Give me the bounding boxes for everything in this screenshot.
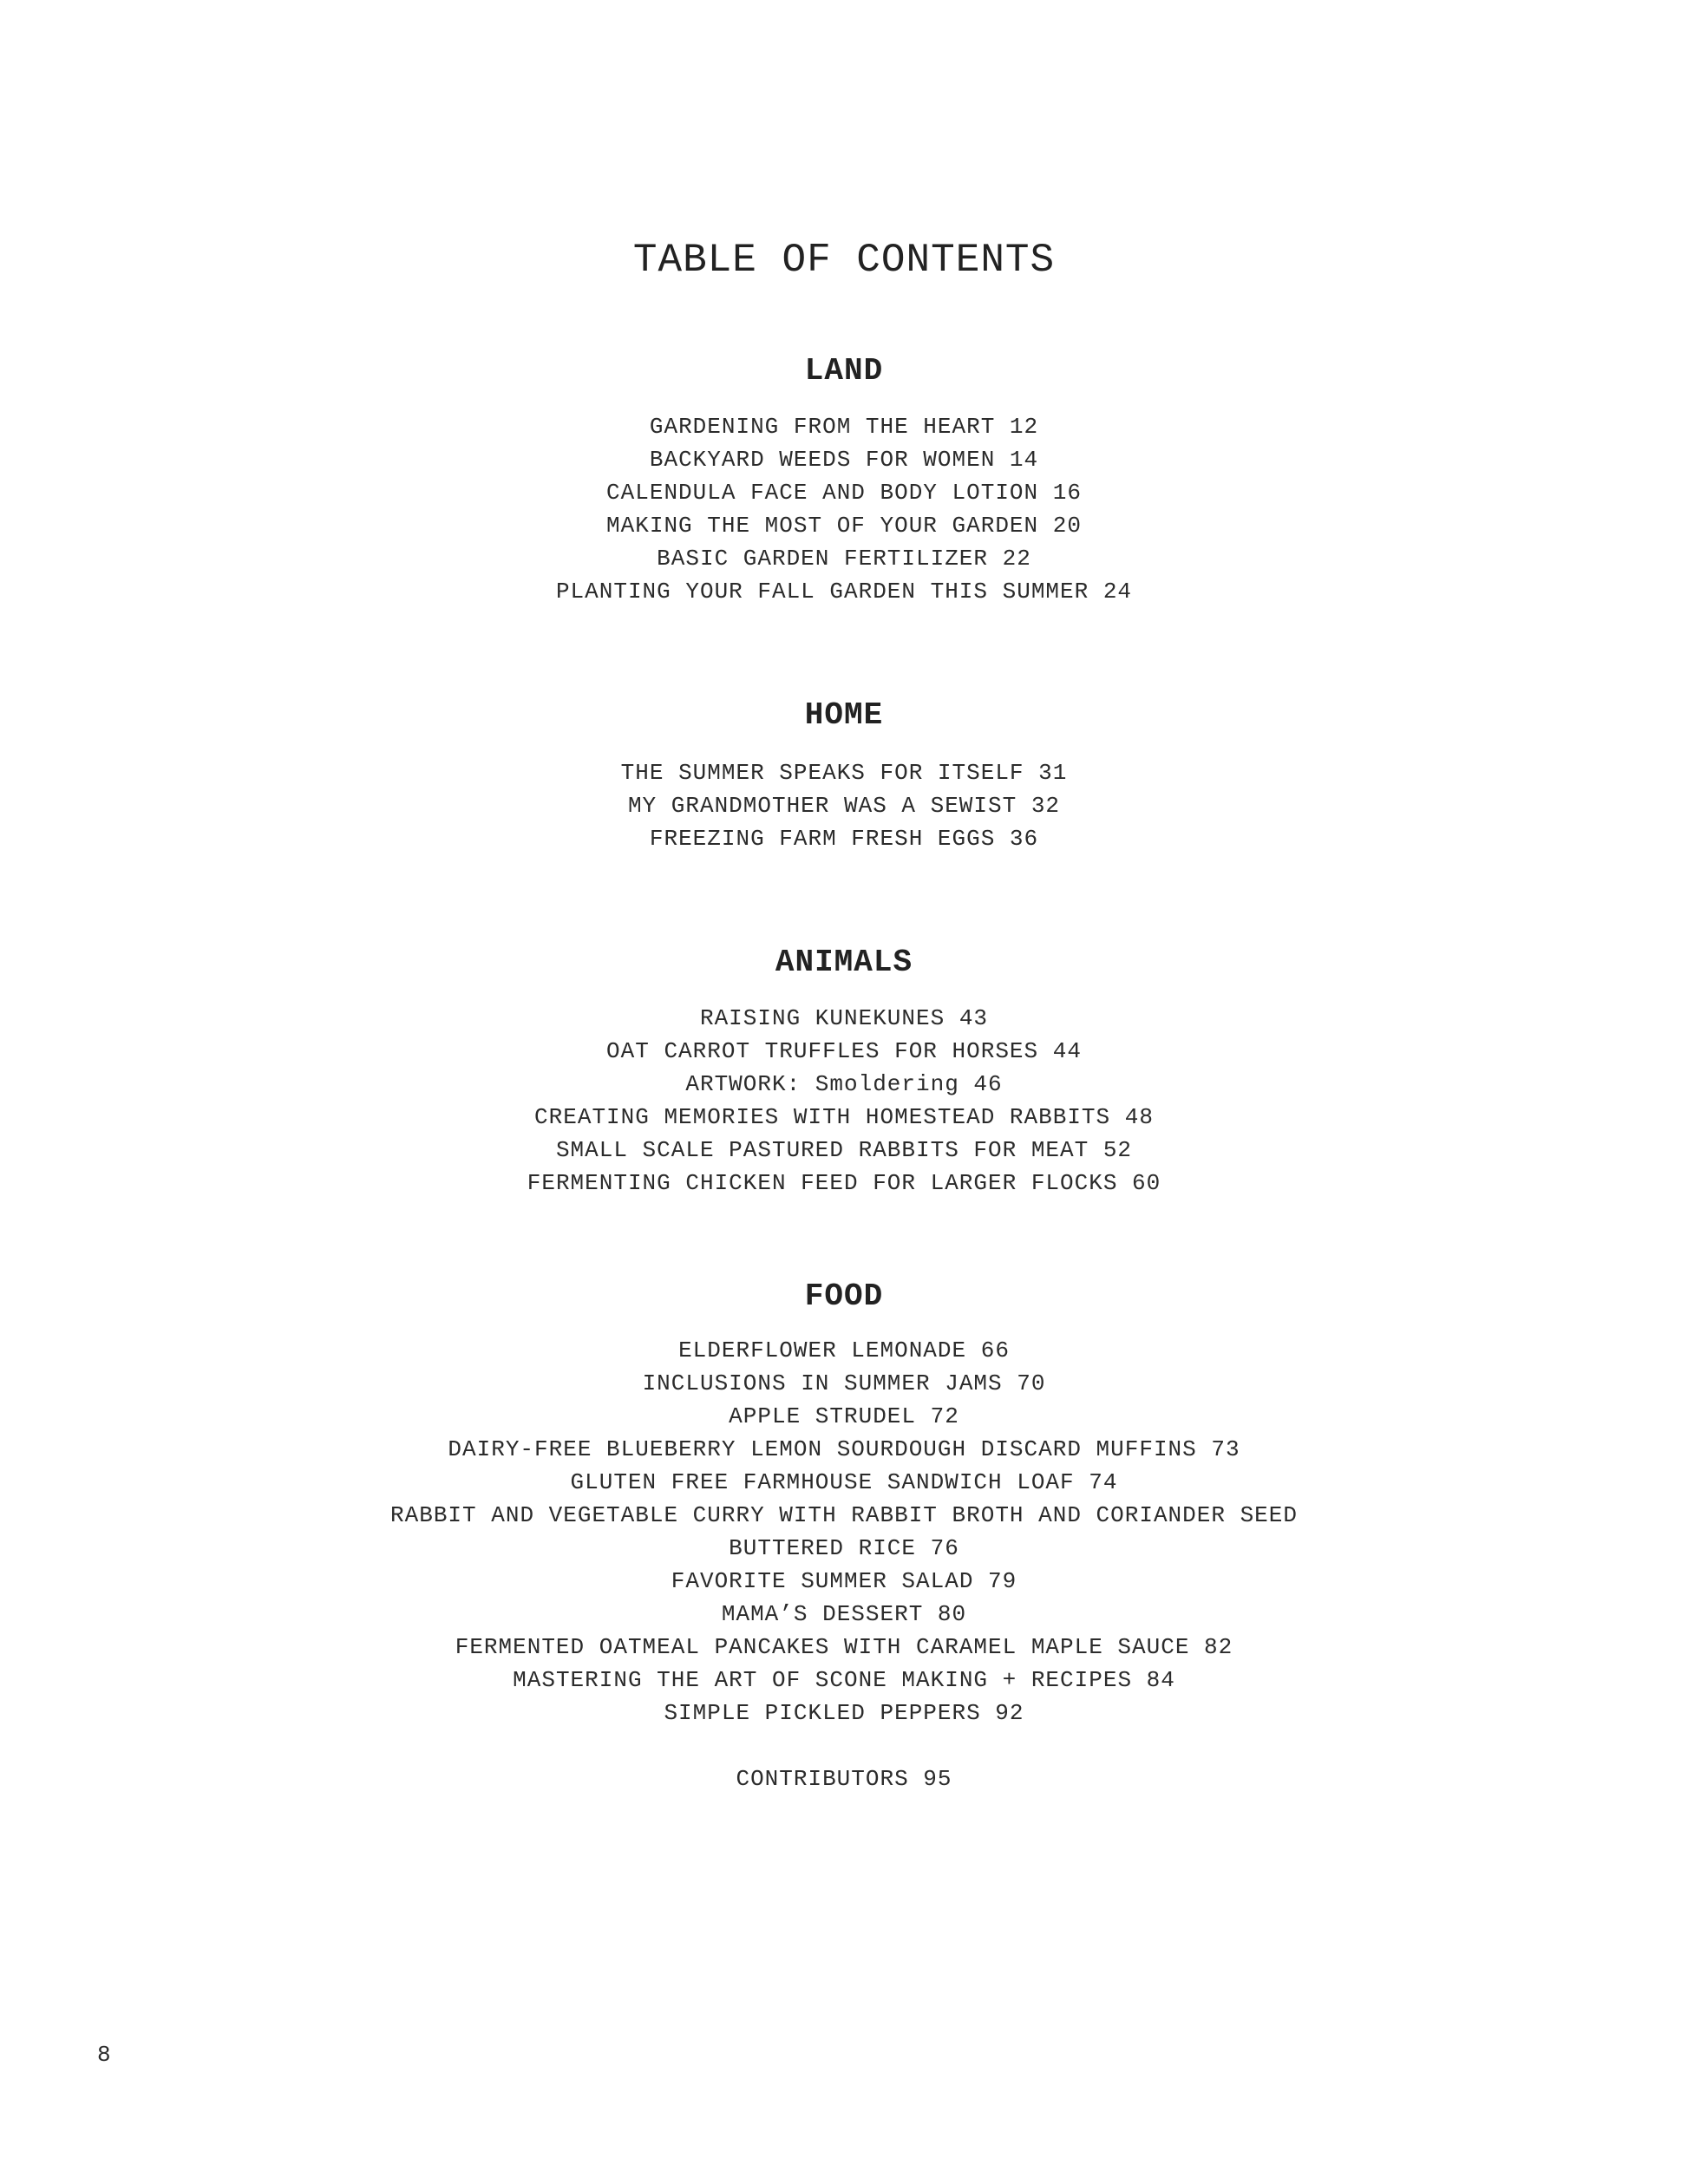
section-heading: ANIMALS	[775, 945, 913, 980]
page-number: 8	[97, 2042, 111, 2068]
toc-entry: RABBIT AND VEGETABLE CURRY WITH RABBIT BROTH AND CORIANDER SEED	[390, 1502, 1298, 1528]
toc-entry: MAMA’S DESSERT 80	[721, 1601, 967, 1627]
toc-entry: GLUTEN FREE FARMHOUSE SANDWICH LOAF 74	[570, 1469, 1118, 1495]
toc-entry: CREATING MEMORIES WITH HOMESTEAD RABBITS 48	[534, 1104, 1154, 1130]
section-land	[0, 350, 1688, 608]
toc-entry: FAVORITE SUMMER SALAD 79	[671, 1568, 1017, 1594]
section-entries	[0, 1334, 1688, 1730]
toc-entry: FERMENTED OATMEAL PANCAKES WITH CARAMEL MAPLE SAUCE 82	[455, 1634, 1233, 1660]
toc-entry: RAISING KUNEKUNES 43	[699, 1005, 989, 1031]
section-heading: LAND	[804, 353, 884, 389]
toc-entry: CALENDULA FACE AND BODY LOTION 16	[606, 480, 1082, 506]
toc-entry: MAKING THE MOST OF YOUR GARDEN 20	[606, 513, 1082, 539]
toc-entry: MASTERING THE ART OF SCONE MAKING + RECIPES 84	[513, 1667, 1175, 1693]
toc-entry: APPLE STRUDEL 72	[729, 1403, 959, 1429]
toc-entry: FERMENTING CHICKEN FEED FOR LARGER FLOCKS 60	[527, 1170, 1161, 1196]
toc-entry: GARDENING FROM THE HEART 12	[649, 414, 1039, 440]
page-title: TABLE OF CONTENTS	[632, 238, 1056, 283]
section-home	[0, 694, 1688, 855]
toc-entry: FREEZING FARM FRESH EGGS 36	[649, 826, 1039, 852]
toc-entry: SMALL SCALE PASTURED RABBITS FOR MEAT 52	[555, 1137, 1133, 1163]
toc-entry: ARTWORK: Smoldering 46	[685, 1071, 1003, 1097]
section-entries	[0, 756, 1688, 855]
toc-entry: PLANTING YOUR FALL GARDEN THIS SUMMER 24	[555, 579, 1133, 605]
toc-entry: DAIRY-FREE BLUEBERRY LEMON SOURDOUGH DISCARD MUFFINS 73	[448, 1436, 1240, 1462]
section-entries	[0, 1002, 1688, 1200]
toc-entry: BUTTERED RICE 76	[729, 1535, 959, 1561]
toc-entry: INCLUSIONS IN SUMMER JAMS 70	[642, 1370, 1046, 1396]
section-food	[0, 1275, 1688, 1730]
section-entries	[0, 410, 1688, 608]
toc-entry: OAT CARROT TRUFFLES FOR HORSES 44	[606, 1038, 1082, 1064]
toc-entry: THE SUMMER SPEAKS FOR ITSELF 31	[620, 760, 1068, 786]
section-heading: FOOD	[804, 1278, 884, 1314]
toc-entry: SIMPLE PICKLED PEPPERS 92	[664, 1700, 1024, 1726]
section-heading: HOME	[804, 697, 884, 733]
section-animals	[0, 941, 1688, 1200]
contributors-entry: CONTRIBUTORS 95	[736, 1766, 952, 1792]
toc-entry: BACKYARD WEEDS FOR WOMEN 14	[649, 447, 1039, 473]
toc-entry: ELDERFLOWER LEMONADE 66	[678, 1337, 1010, 1363]
toc-entry: BASIC GARDEN FERTILIZER 22	[657, 546, 1031, 572]
toc-entry: MY GRANDMOTHER WAS A SEWIST 32	[627, 793, 1061, 819]
